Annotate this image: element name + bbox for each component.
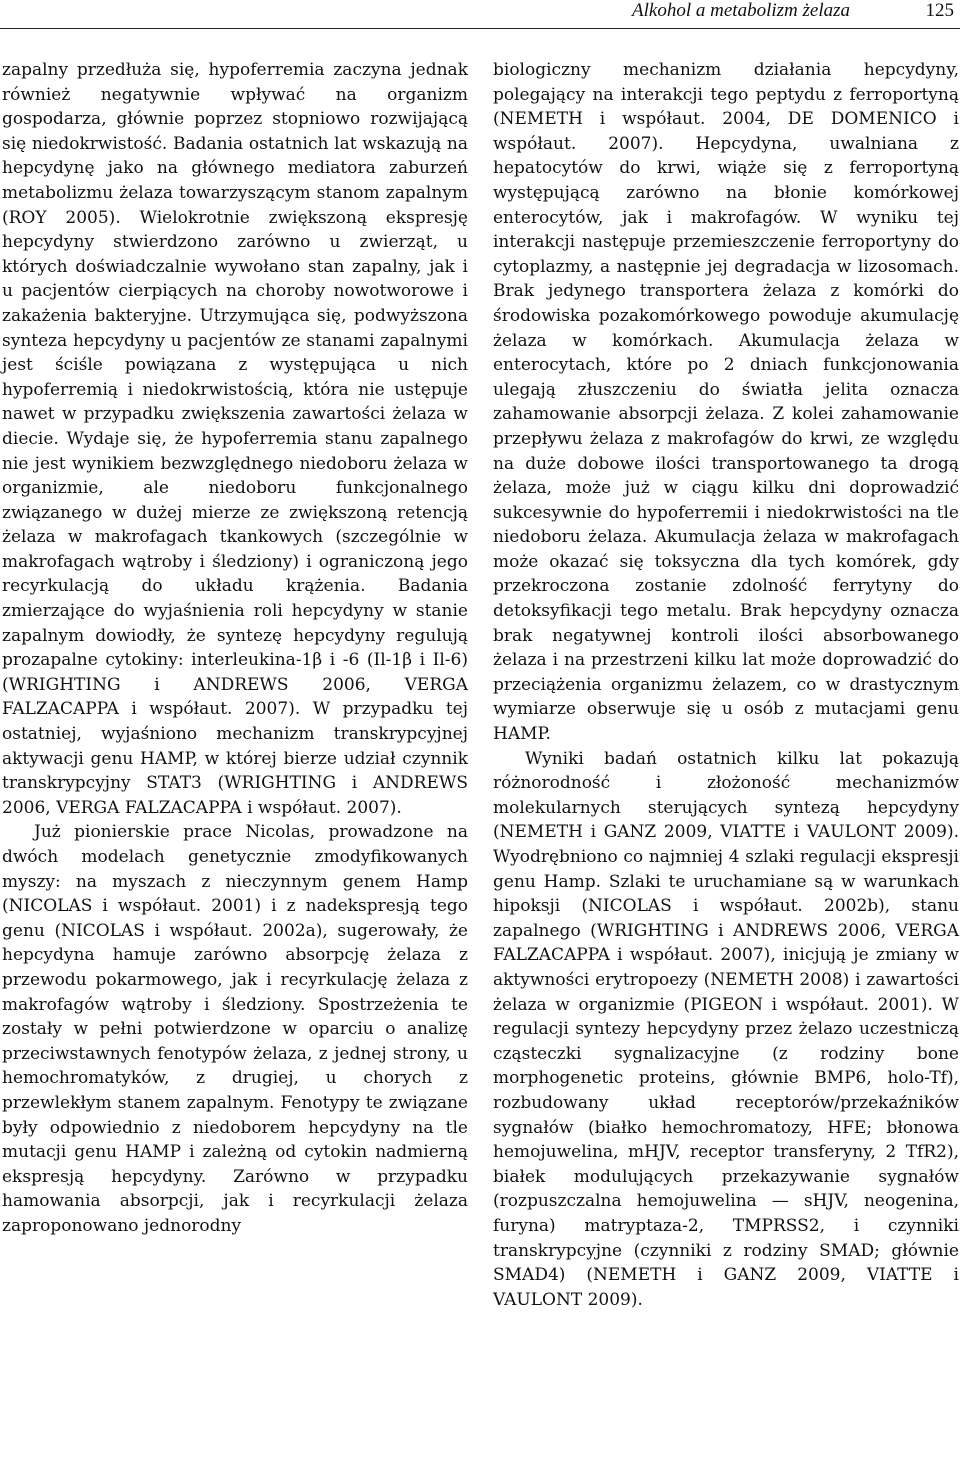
page-number: 125 (925, 0, 954, 21)
paragraph: biologiczny mechanizm działania hepcydyny, polegający na interakcji tego peptydu z ferroportyną (NEMETH i współaut. 2004, DE DOMENICO i współaut. 2007). Hepcydyna, uwalniana z hepatocytów do krwi, wiąże się z ferroportyną występującą zarówno na błonie komórkowej enterocytów, jak i makrofagów. W wyniku tej interakcji następuje przemieszczenie ferroportyny do cytoplazmy, a następnie jej degradacja w lizosomach. Brak jedynego transportera żelaza z komórki do środowiska pozakomórkowego powoduje akumulację żelaza w komórkach. Akumulacja żelaza w enterocytach, które po 2 dniach funkcjonowania ulegają złuszczeniu do światła jelita oznacza zahamowanie absorpcji żelaza. Z kolei zahamowanie przepływu żelaza z makrofagów do krwi, ze względu na duże dobowe ilości transportowanego ta drogą żelaza, może już w ciągu kilku dni doprowadzić sukcesywnie do hypoferremii i niedokrwistości na tle niedoboru żelaza. Akumulacja żelaza w makrofagach może okazać się toksyczna dla tych komórek, gdy przekroczona zostanie zdolność ferrytyny do detoksyfikacji tego metalu. Brak hepcydyny oznacza brak negatywnej kontroli ilości absorbowanego żelaza i na przestrzeni kilku lat może doprowadzić do przeciążenia organizmu żelazem, co w drastycznym wymiarze obserwuje się u osób z mutacjami genu HAMP. (493, 60, 959, 745)
paragraph: zapalny przedłuża się, hypoferremia zaczyna jednak również negatywnie wpływać na organizm gospodarza, głównie poprzez stopniowo rozwijającą się niedokrwistość. Badania ostatnich lat wskazują na hepcydynę jako na głównego mediatora zaburzeń metabolizmu żelaza towarzyszącym stanom zapalnym (ROY 2005). Wielokrotnie zwiększoną ekspresję hepcydyny stwierdzono zarówno u zwierząt, u których doświadczalnie wywołano stan zapalny, jak i u pacjentów cierpiących na choroby nowotworowe i zakażenia bakteryjne. Utrzymująca się, podwyższona synteza hepcydyny u pacjentów ze stanami zapalnymi jest ściśle powiązana z występująca u nich hypoferremią i niedokrwistością, która nie ustępuje nawet w przypadku zwiększenia zawartości żelaza w diecie. Wydaje się, że hypoferremia stanu zapalnego nie jest wynikiem bezwzględnego niedoboru żelaza w organizmie, ale niedoboru funkcjonalnego związanego w dużej mierze ze zwiększoną retencją żelaza w makrofagach tkankowych (szczególnie w makrofagach wątroby i śledziony) i ograniczoną jego recyrkulacją do układu krążenia. Badania zmierzające do wyjaśnienia roli hepcydyny w stanie zapalnym dowiodły, że syntezę hepcydyny regulują prozapalne cytokiny: interleukina-1β i -6 (Il-1β i Il-6) (WRIGHTING i ANDREWS 2006, VERGA FALZACAPPA i współaut. 2007). W przypadku tej ostatniej, wyjaśniono mechanizm transkrypcyjnej aktywacji genu HAMP, w której bierze udział czynnik transkrypcyjny STAT3 (WRIGHTING i ANDREWS 2006, VERGA FALZACAPPA i współaut. 2007). (2, 60, 468, 818)
right-column (493, 58, 959, 1312)
paragraph: Wyniki badań ostatnich kilku lat pokazują różnorodność i złożoność mechanizmów molekularnych sterujących syntezą hepcydyny (NEMETH i GANZ 2009, VIATTE i VAULONT 2009). Wyodrębniono co najmniej 4 szlaki regulacji ekspresji genu Hamp. Szlaki te uruchamiane są w warunkach hipoksji (NICOLAS i współaut. 2002b), stanu zapalnego (WRIGHTING i ANDREWS 2006, VERGA FALZACAPPA i współaut. 2007), inicjują je zmiany w aktywności erytropoezy (NEMETH 2008) i zawartości żelaza w organizmie (PIGEON i współaut. 2001). W regulacji syntezy hepcydyny przez żelazo uczestniczą cząsteczki sygnalizacyjne (z rodziny bone morphogenetic proteins, głównie BMP6, holo-Tf), rozbudowany układ receptorów/przekaźników sygnałów (białko hemochromatozy, HFE; błonowa hemojuwelina, mHJV, receptor transferyny, 2 TfR2), białek modulujących przekazywanie sygnałów (rozpuszczalna hemojuwelina — sHJV, neogenina, furyna) matryptaza-2, TMPRSS2, i czynniki transkrypcyjne (czynniki z rodziny SMAD; głównie SMAD4) (NEMETH i GANZ 2009, VIATTE i VAULONT 2009). (493, 748, 959, 1310)
paragraph: Już pionierskie prace Nicolas, prowadzone na dwóch modelach genetycznie zmodyfikowanych myszy: na myszach z nieczynnym genem Hamp (NICOLAS i współaut. 2001) i z nadekspresją tego genu (NICOLAS i współaut. 2002a), sugerowały, że hepcydyna hamuje zarówno absorpcję żelaza z przewodu pokarmowego, jak i recyrkulację żelaza z makrofagów wątroby i śledziony. Spostrzeżenia te zostały w pełni potwierdzone w oparciu o analizę przeciwstawnych fenotypów żelaza, z jednej strony, u hemochromatyków, z drugiej, u chorych z przewlekłym stanem zapalnym. Fenotypy te związane były odpowiednio z niedoborem hepcydyny na tle mutacji genu HAMP i zależną od cytokin nadmierną ekspresją hepcydyny. Zarówno w przypadku hamowania absorpcji, jak i recyrkulacji żelaza zaproponowano jednorodny (2, 822, 468, 1236)
running-title: Alkohol a metabolizm żelaza (632, 0, 850, 21)
header-rule (0, 28, 960, 29)
left-column (2, 58, 468, 1239)
page-header (0, 0, 960, 30)
